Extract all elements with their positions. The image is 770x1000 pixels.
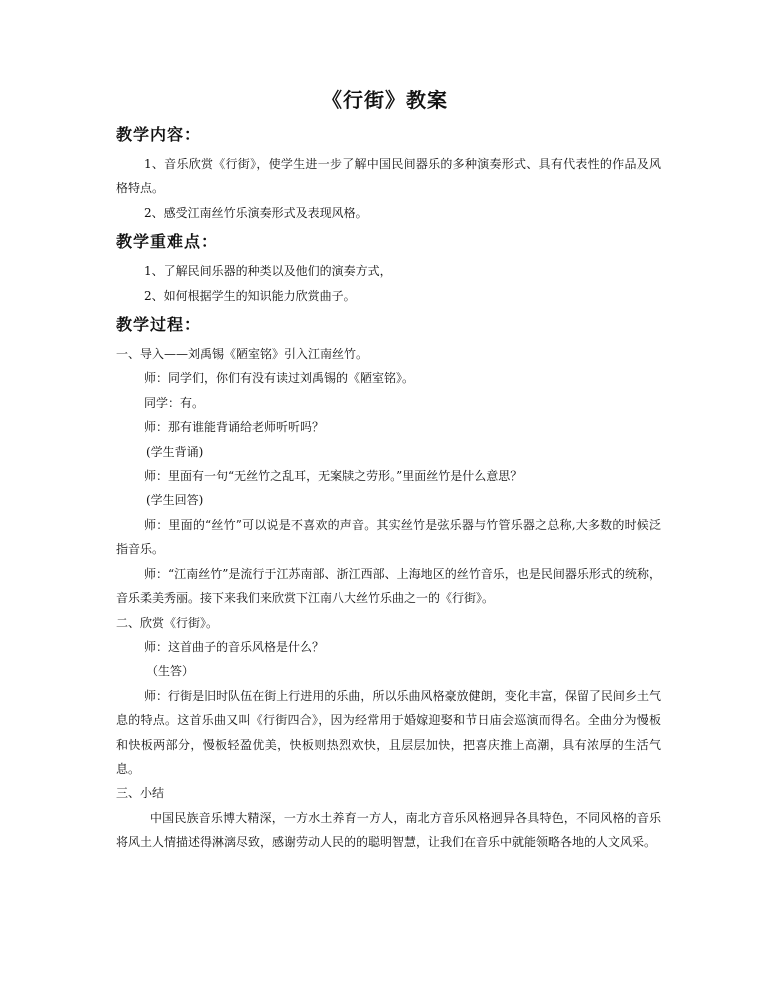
teaching-content-item-1: 1、音乐欣赏《行街》，使学生进一步了解中国民间器乐的多种演奏形式、具有代表性的作品及风格特点。 bbox=[116, 157, 661, 196]
appreciation-line: 师：行街是旧时队伍在街上行进用的乐曲，所以乐曲风格豪放健朗，变化丰富，保留了民间乡土气息的特点。这首乐曲又叫《行街四合》，因为经常用于婚嫁迎娶和节日庙会巡演而得名。全曲分为慢板和快板两部分，慢板轻盈优美，快板则热烈欢快，且层层加快，把喜庆推上高潮，具有浓厚的生活气息。 bbox=[116, 688, 661, 776]
dialogue-stage-note: (学生回答) bbox=[146, 493, 204, 508]
dialogue-line: 同学：有。 bbox=[144, 395, 205, 410]
difficulty-item-1: 1、了解民间乐器的种类以及他们的演奏方式， bbox=[144, 264, 392, 279]
document-title: 《行街》教案 bbox=[322, 88, 448, 112]
summary-paragraph: 中国民族音乐博大精深，一方水土养育一方人，南北方音乐风格迥异各具特色，不同风格的音乐将风土人情描述得淋漓尽致，感谢劳动人民的的聪明智慧，让我们在音乐中就能领略各地的人文风采。 bbox=[116, 810, 661, 850]
dialogue-line: 师：同学们，你们有没有读过刘禹锡的《陋室铭》。 bbox=[144, 371, 415, 386]
process-step-1: 一、导入——刘禹锡《陋室铭》引入江南丝竹。 bbox=[116, 347, 369, 362]
process-step-2: 二、欣赏《行街》。 bbox=[116, 615, 219, 630]
teaching-content-item-2: 2、感受江南丝竹乐演奏形式及表现风格。 bbox=[144, 205, 368, 220]
section-heading-teaching-content: 教学内容： bbox=[116, 125, 202, 144]
section-heading-key-difficulties: 教学重难点： bbox=[116, 232, 219, 252]
dialogue-stage-note: (学生背诵) bbox=[146, 444, 204, 459]
dialogue-line: 师：那有谁能背诵给老师听听吗？ bbox=[144, 420, 325, 435]
appreciation-line: 师：这首曲子的音乐风格是什么？ bbox=[144, 639, 325, 654]
dialogue-line: 师：里面有一句“无丝竹之乱耳，无案牍之劳形。”里面丝竹是什么意思？ bbox=[144, 469, 523, 484]
process-step-3: 三、小结 bbox=[116, 786, 165, 801]
appreciation-stage-note: （生答） bbox=[146, 664, 195, 679]
dialogue-line: 师：里面的“丝竹”可以说是不喜欢的声音。其实丝竹是弦乐器与竹管乐器之总称,大多数的时候泛指音乐。 bbox=[116, 517, 661, 557]
dialogue-line: 师：“江南丝竹”是流行于江苏南部、浙江西部、上海地区的丝竹音乐，也是民间器乐形式的统称，音乐柔美秀丽。接下来我们来欣赏下江南八大丝竹乐曲之一的《行街》。 bbox=[116, 566, 661, 606]
document-body bbox=[116, 118, 661, 855]
difficulty-item-2: 2、如何根据学生的知识能力欣赏曲子。 bbox=[144, 288, 356, 303]
section-heading-teaching-process: 教学过程： bbox=[116, 315, 202, 335]
